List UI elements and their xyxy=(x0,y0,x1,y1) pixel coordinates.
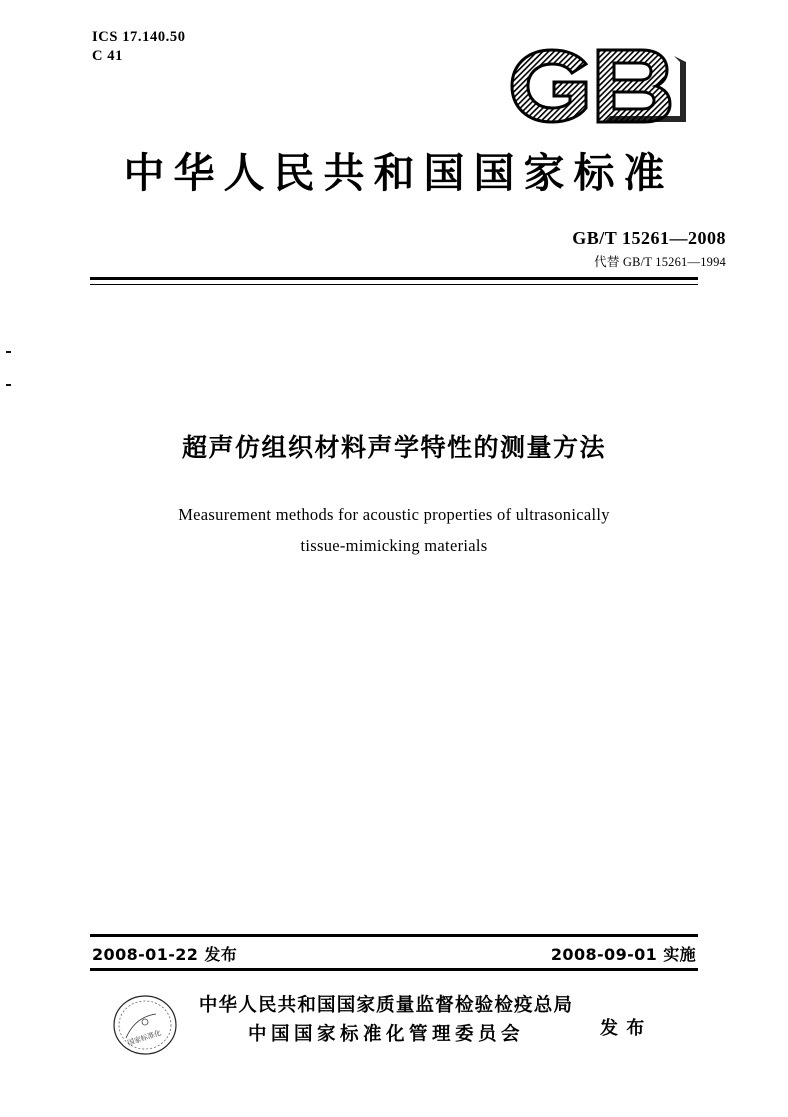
issuer-line-2: 中国国家标准化管理委员会 xyxy=(247,1023,524,1045)
issuer-names xyxy=(186,992,586,1049)
issuer-line-1: 中华人民共和国国家质量监督检验检疫总局 xyxy=(198,995,574,1016)
ccs-code: C 41 xyxy=(92,47,123,64)
issuer-block xyxy=(0,992,788,1062)
date-divider-top xyxy=(90,934,698,937)
date-divider-bottom xyxy=(90,968,698,971)
standard-number-block xyxy=(572,228,726,270)
margin-tick-upper xyxy=(6,351,11,353)
issue-date: 2008-01-22 发布 xyxy=(92,945,238,964)
page-title: 中华人民共和国国家标准 xyxy=(123,149,674,197)
document-title-en-line2: tissue-mimicking materials xyxy=(300,535,488,555)
gb-logo-icon xyxy=(506,42,696,128)
margin-tick-lower xyxy=(6,384,11,386)
divider-thick xyxy=(90,277,698,280)
standard-replaces: 代替 GB/T 15261—1994 xyxy=(594,255,726,269)
publish-label: 发 布 xyxy=(600,1018,646,1039)
document-title-en xyxy=(0,500,788,561)
ics-classification-block xyxy=(92,28,186,65)
document-title-en-line1: Measurement methods for acoustic properties of ultrasonically xyxy=(178,505,610,524)
svg-text:国家标准化: 国家标准化 xyxy=(126,1028,163,1048)
ics-code: ICS 17.140.50 xyxy=(92,29,186,45)
document-title-cn: 超声仿组织材料声学特性的测量方法 xyxy=(181,433,606,462)
official-seal-icon xyxy=(112,994,178,1056)
divider-thin xyxy=(90,284,698,285)
standard-number: GB/T 15261—2008 xyxy=(572,228,726,248)
implementation-date: 2008-09-01 实施 xyxy=(550,945,696,964)
